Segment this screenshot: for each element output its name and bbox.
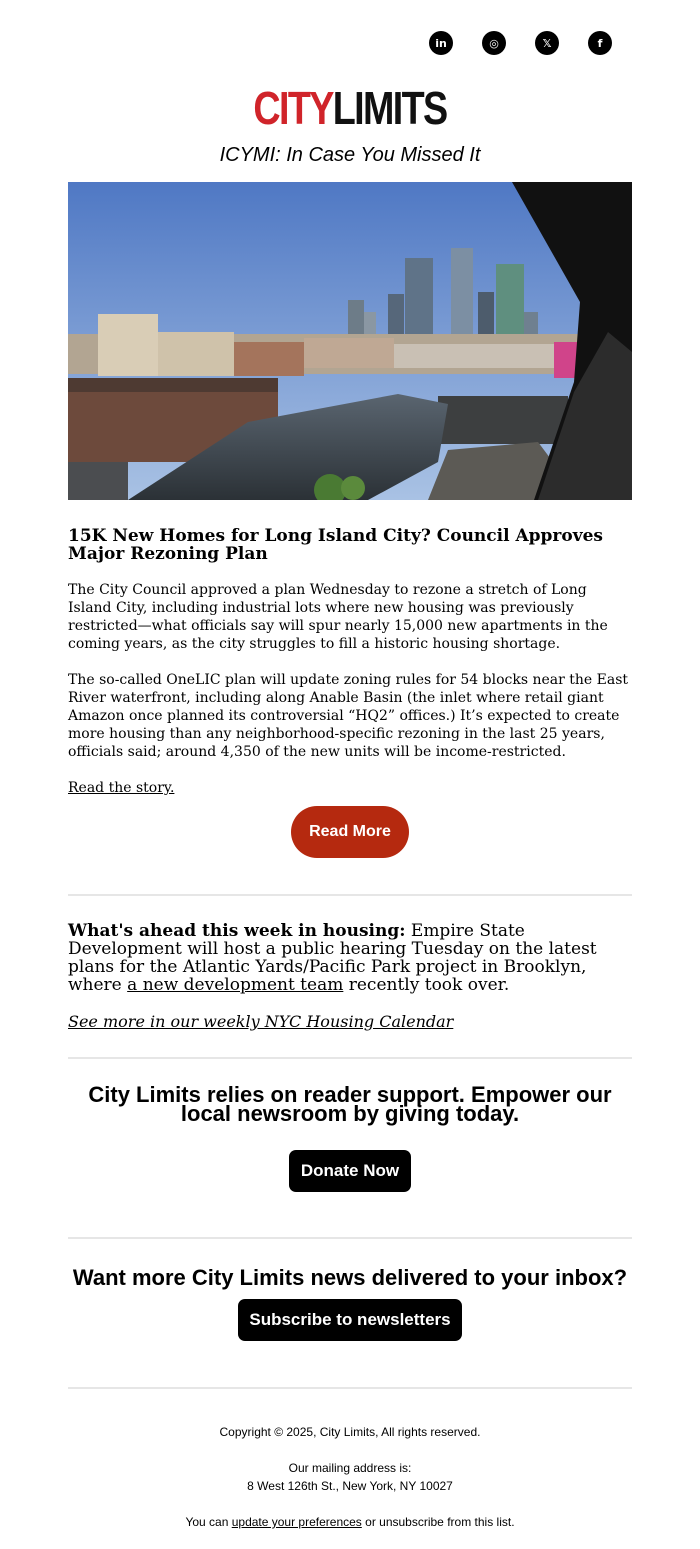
subscribe-newsletters-button[interactable]: Subscribe to newsletters [238, 1299, 462, 1341]
section-divider [68, 1237, 632, 1239]
development-team-link[interactable]: a new development team [127, 975, 344, 995]
update-preferences-link[interactable]: update your preferences [231, 1515, 362, 1529]
support-message: City Limits relies on reader support. Empower our local newsroom by giving today. [88, 1082, 612, 1126]
social-links [429, 31, 612, 55]
donate-now-button[interactable]: Donate Now [289, 1150, 411, 1192]
mailing-address: 8 West 126th St., New York, NY 10027 [247, 1479, 453, 1493]
newsletter-prompt: Want more City Limits news delivered to your inbox? [72, 1265, 628, 1290]
copyright-text: Copyright © 2025, City Limits, All rights reserved. [219, 1425, 481, 1439]
read-more-button[interactable]: Read More [291, 806, 409, 858]
housing-week-paragraph [68, 922, 632, 994]
section-divider [68, 1387, 632, 1389]
preferences-line [0, 1514, 700, 1530]
preferences-prefix: You can [185, 1515, 232, 1529]
section-divider [68, 894, 632, 896]
section-divider [68, 1057, 632, 1059]
preferences-suffix: or unsubscribe from this list. [361, 1515, 515, 1529]
read-story-link[interactable]: Read the story. [68, 780, 175, 796]
article-title[interactable]: 15K New Homes for Long Island City? Council Approves Major Rezoning Plan [68, 526, 603, 564]
linkedin-icon[interactable]: in [429, 31, 453, 55]
hero-image[interactable] [68, 182, 632, 500]
mailing-address-label: Our mailing address is: [288, 1461, 412, 1475]
housing-week-lead: What's ahead this week in housing: [68, 921, 406, 941]
skyline-photo [68, 182, 632, 500]
housing-week-text: Empire State Development will host a public hearing Tuesday on the latest plans for the Atlantic Yards/Pacific Park project in Brooklyn, where [68, 921, 597, 995]
newsletter-tagline: ICYMI: In Case You Missed It [219, 144, 481, 166]
facebook-icon[interactable]: f [588, 31, 612, 55]
logo-city-text: CITY [253, 82, 333, 134]
article-paragraph-2: The so-called OneLIC plan will update zoning rules for 54 blocks near the East River waterfront, including along Anable Basin (the inlet where retail giant Amazon once planned its controversial “HQ2” offices.) It’s expected to create more housing than any neighborhood-specific rezoning in the last 25 years, officials said; around 4,350 of the new units will be income-restricted. [68, 672, 629, 760]
housing-calendar-link[interactable]: See more in our weekly NYC Housing Calendar [68, 1012, 454, 1031]
logo-limits-text: LIMITS [332, 82, 447, 134]
article-paragraph-1: The City Council approved a plan Wednesday to rezone a stretch of Long Island City, including industrial lots where new housing was previously restricted—what officials say will spur nearly 15,000 new apartments in the coming years, as the city struggles to fill a historic housing shortage. [68, 582, 608, 652]
city-limits-logo[interactable] [63, 84, 637, 132]
x-icon[interactable]: 𝕏 [535, 31, 559, 55]
instagram-icon[interactable]: ◎ [482, 31, 506, 55]
housing-week-text-end: recently took over. [343, 975, 510, 995]
